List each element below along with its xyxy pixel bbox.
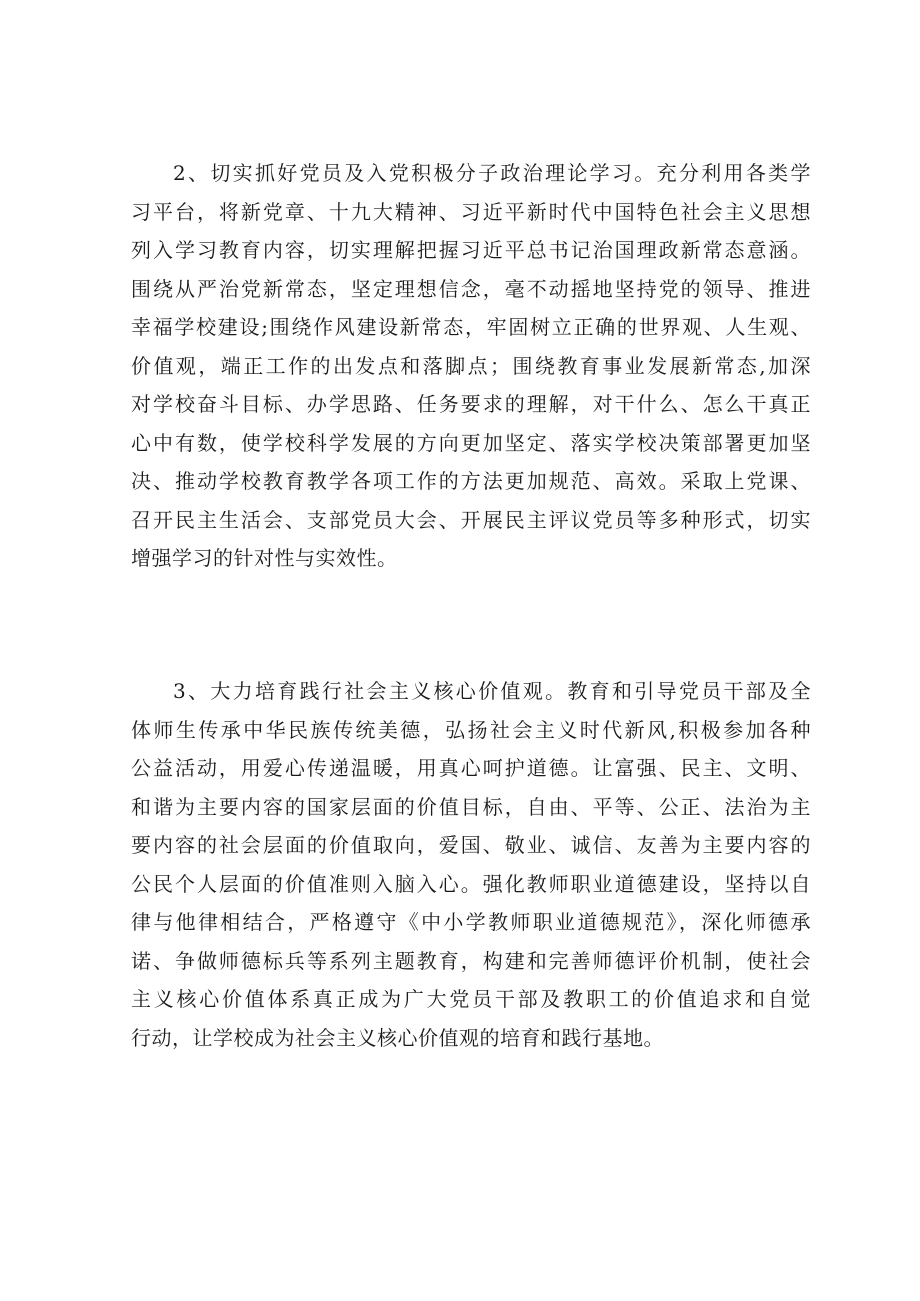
paragraph-line: 列入学习教育内容，切实理解把握习近平总书记治国理政新常态意涵。	[131, 238, 811, 262]
paragraph-line: 体师生传承中华民族传统美德，弘扬社会主义时代新风,积极参加各种	[131, 717, 811, 742]
paragraph-line: 增强学习的针对性与实效性。	[131, 546, 398, 570]
paragraph-line: 习平台，将新党章、十九大精神、习近平新时代中国特色社会主义思想	[131, 199, 811, 224]
paragraph-line: 公益活动，用爱心传递温暖，用真心呵护道德。让富强、民主、文明、	[131, 756, 811, 780]
paragraph-3-core-values	[131, 672, 811, 1057]
paragraph-line: 行动，让学校成为社会主义核心价值观的培育和践行基地。	[131, 1025, 664, 1050]
paragraph-line: 对学校奋斗目标、办学思路、任务要求的理解，对干什么、怎么干真正	[131, 392, 811, 416]
paragraph-line: 2、切实抓好党员及入党积极分子政治理论学习。充分利用各类学	[173, 161, 811, 185]
paragraph-line: 公民个人层面的价值准则入脑入心。强化教师职业道德建设，坚持以自	[131, 871, 811, 896]
paragraph-line: 律与他律相结合，严格遵守《中小学教师职业道德规范》，深化师德承	[131, 910, 811, 934]
paragraph-line: 主义核心价值体系真正成为广大党员干部及教职工的价值追求和自觉	[131, 987, 811, 1011]
paragraph-line: 和谐为主要内容的国家层面的价值目标，自由、平等、公正、法治为主	[131, 794, 811, 819]
paragraph-2-party-theory-study	[131, 154, 811, 578]
paragraph-line: 3、大力培育践行社会主义核心价值观。教育和引导党员干部及全	[173, 679, 811, 703]
paragraph-line: 幸福学校建设;围绕作风建设新常态，牢固树立正确的世界观、人生观、	[131, 315, 811, 339]
paragraph-line: 召开民主生活会、支部党员大会、开展民主评议党员等多种形式，切实	[131, 507, 811, 532]
paragraph-line: 价值观，端正工作的出发点和落脚点；围绕教育事业发展新常态,加深	[131, 353, 811, 378]
paragraph-line: 要内容的社会层面的价值取向，爱国、敬业、诚信、友善为主要内容的	[131, 833, 811, 857]
paragraph-line: 诺、争做师德标兵等系列主题教育，构建和完善师德评价机制，使社会	[131, 948, 811, 973]
paragraph-line: 围绕从严治党新常态，坚定理想信念，毫不动摇地坚持党的领导、推进	[131, 276, 811, 301]
paragraph-line: 心中有数，使学校科学发展的方向更加坚定、落实学校决策部署更加坚	[131, 430, 811, 455]
paragraph-line: 决、推动学校教育教学各项工作的方法更加规范、高效。采取上党课、	[131, 469, 811, 493]
